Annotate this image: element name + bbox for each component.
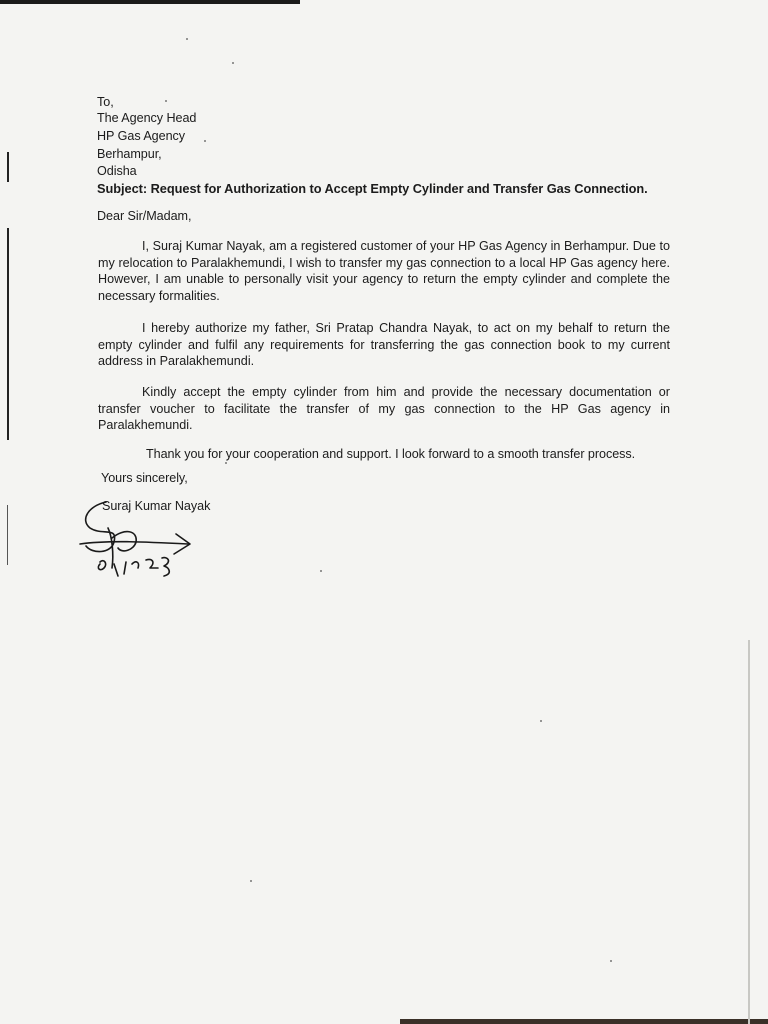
address-agency: HP Gas Agency [97, 129, 186, 143]
speck [165, 100, 167, 102]
scan-mark-left [7, 505, 8, 565]
speck [250, 880, 252, 882]
paragraph-2: I hereby authorize my father, Sri Pratap Chandra Nayak, to act on my behalf to return the empty cylinder and fulfil any requirements for transferring the gas connection book to my current address in Paralakhemundi. [98, 321, 670, 368]
address-to: To, [97, 95, 114, 109]
address-state: Odisha [97, 164, 137, 178]
speck [225, 462, 227, 464]
speck [540, 720, 542, 722]
address-city: Berhampur, [97, 147, 162, 161]
address-recipient: The Agency Head [97, 111, 197, 125]
paragraph-1: I, Suraj Kumar Nayak, am a registered customer of your HP Gas Agency in Berhampur. Due to my relocation to Paralakhemundi, I wish to transfer my gas connection to a local HP Gas agency here. However, I am unable to personally visit your agency to return the empty cylinder and complete the necessary formalities. [98, 239, 670, 303]
scan-mark-left [7, 152, 9, 182]
subject-line: Subject: Request for Authorization to Accept Empty Cylinder and Transfer Gas Connection. [97, 181, 648, 196]
scan-edge-top [0, 0, 300, 4]
paragraph-3: Kindly accept the empty cylinder from him and provide the necessary documentation or transfer voucher to facilitate the transfer of my gas connection to the HP Gas agency in Paralakhemundi. [98, 385, 670, 432]
speck [320, 570, 322, 572]
speck [232, 62, 234, 64]
salutation: Dear Sir/Madam, [97, 209, 192, 223]
scan-mark-left [7, 228, 9, 440]
speck [204, 140, 206, 142]
signatory-name: Suraj Kumar Nayak [102, 499, 211, 513]
closing: Yours sincerely, [101, 471, 188, 485]
speck [186, 38, 188, 40]
speck [610, 960, 612, 962]
paragraph-4: Thank you for your cooperation and support. I look forward to a smooth transfer process. [146, 447, 636, 461]
handwritten-signature [78, 498, 198, 588]
scan-edge-right [748, 640, 750, 1024]
scan-edge-bottom [400, 1019, 768, 1024]
